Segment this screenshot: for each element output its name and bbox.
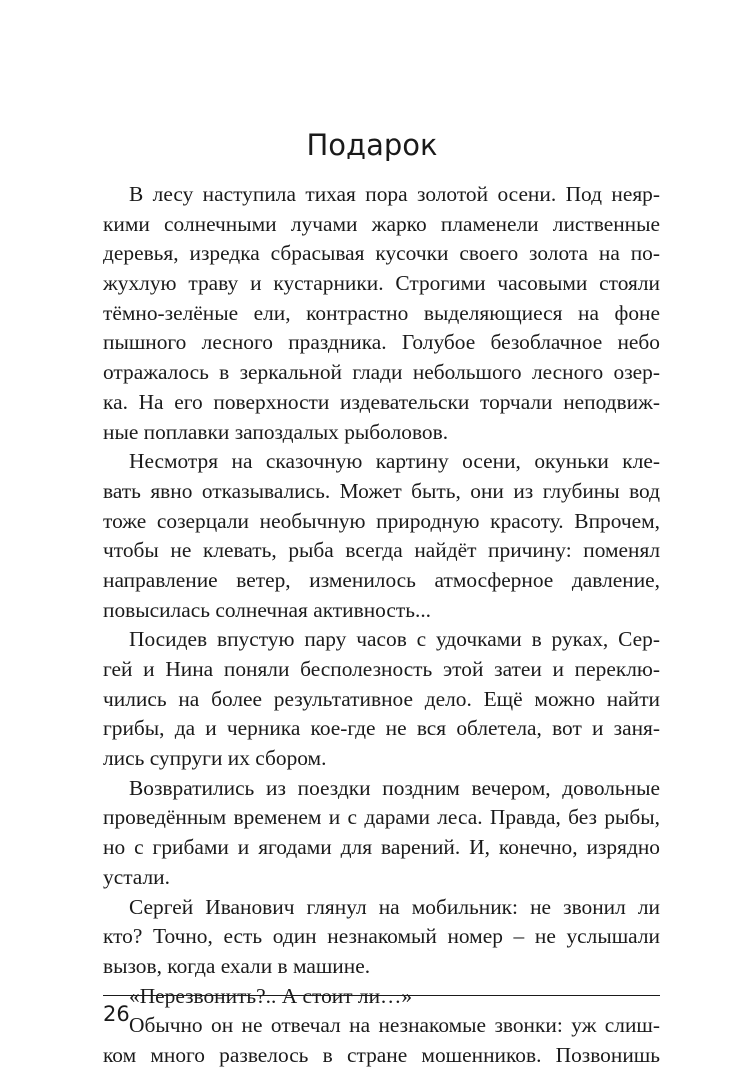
text-line: вызов, когда ехали в машине. [103, 953, 371, 978]
text-line: проведённым временем и с дарами леса. Правда, без рыбы, [103, 805, 660, 830]
text-line: вать явно отказывались. Может быть, они из глубины вод [103, 478, 660, 503]
text-line: ка. На его поверхности издевательски торчали неподвиж- [103, 389, 660, 414]
chapter-body [103, 180, 660, 1071]
paragraph [103, 893, 660, 982]
paragraph [103, 982, 660, 1012]
text-line: Несмотря на сказочную картину осени, окуньки кле- [129, 449, 660, 474]
text-line: тоже созерцали необычную природную красоту. Впрочем, [103, 508, 660, 533]
text-line: устали. [103, 864, 170, 889]
text-line: жухлую траву и кустарники. Строгими часовыми стояли [103, 271, 660, 296]
text-line: В лесу наступила тихая пора золотой осени. Под неяр- [129, 182, 660, 206]
text-line: пышного лесного праздника. Голубое безоблачное небо [103, 330, 660, 355]
paragraph [103, 774, 660, 893]
page-number: 26 [103, 1002, 130, 1026]
text-line: кими солнечными лучами жарко пламенели лиственные [103, 211, 660, 236]
text-line: грибы, да и черника кое-где не вся облетела, вот и заня- [103, 716, 660, 741]
text-line: отражалось в зеркальной глади небольшого лесного озер- [103, 360, 660, 385]
footer-rule [103, 995, 660, 996]
text-line: Сергей Иванович глянул на мобильник: не звонил ли [129, 894, 660, 919]
paragraph [103, 1011, 660, 1070]
text-line: направление ветер, изменилось атмосферное давление, [103, 567, 660, 592]
text-line: чтобы не клевать, рыба всегда найдёт причину: поменял [103, 538, 660, 563]
text-line: Возвратились из поездки поздним вечером, довольные [129, 775, 660, 800]
text-line: повысилась солнечная активность... [103, 597, 432, 622]
text-line: Посидев впустую пару часов с удочками в руках, Сер- [129, 627, 660, 652]
text-line: тёмно-зелёные ели, контрастно выделяющиеся на фоне [103, 300, 660, 325]
text-line: гей и Нина поняли бесполезность этой затеи и переклю- [103, 657, 660, 681]
chapter-title: Подарок [306, 128, 438, 162]
paragraph [103, 447, 660, 625]
text-line: но с грибами и ягодами для варений. И, конечно, изрядно [103, 835, 660, 860]
text-line: деревья, изредка сбрасывая кусочки своего золота на по- [103, 241, 660, 266]
text-line: Обычно он не отвечал на незнакомые звонки: уж слиш- [129, 1013, 660, 1038]
text-line: чились на более результативное дело. Ещё можно найти [103, 686, 660, 711]
text-line: ком много развелось в стране мошенников. Позвонишь [103, 1042, 660, 1067]
text-line: ные поплавки запоздалых рыболовов. [103, 419, 449, 444]
paragraph [103, 180, 660, 447]
text-line: кто? Точно, есть один незнакомый номер – не услышали [103, 924, 660, 949]
paragraph [103, 625, 660, 773]
text-line: лись супруги их сбором. [103, 746, 327, 771]
text-line: «Перезвонить?.. А стоит ли…» [129, 983, 413, 1008]
